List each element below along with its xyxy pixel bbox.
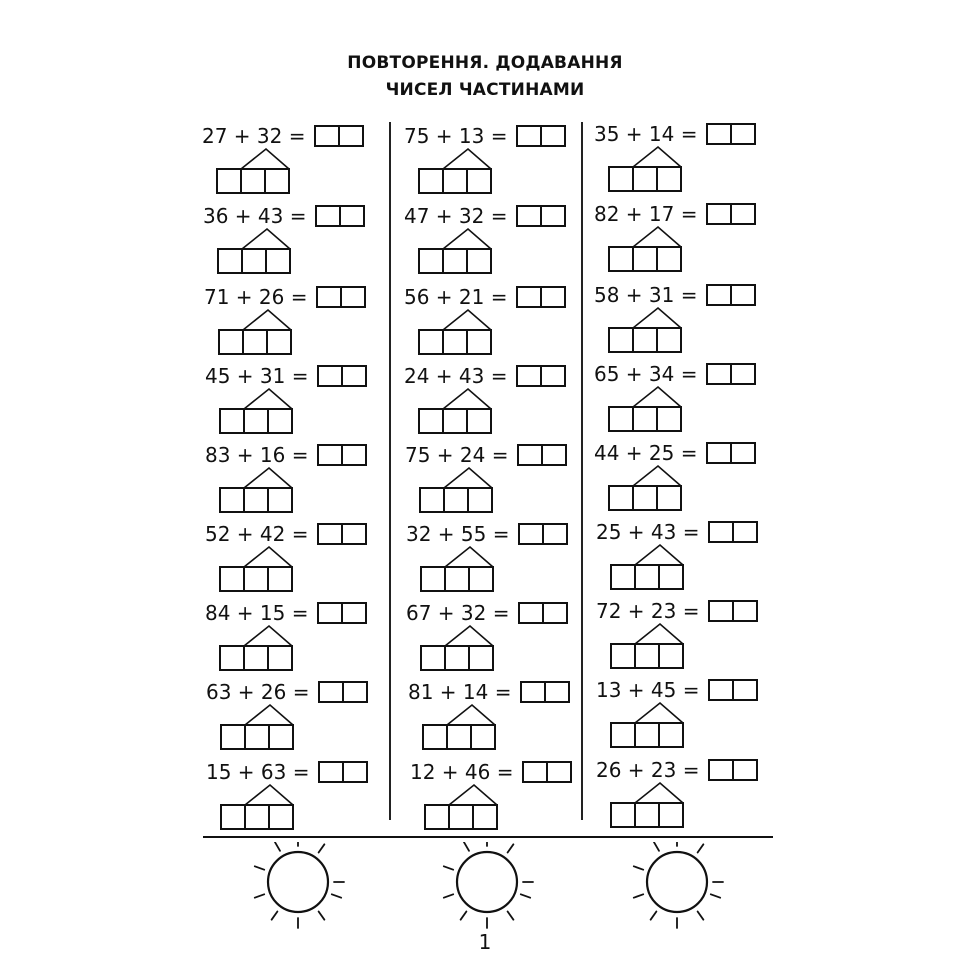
problem-expression: 67 + 32 =: [406, 601, 510, 625]
decomposition-cell[interactable]: [656, 327, 682, 353]
problem-expression: 75 + 13 =: [404, 124, 508, 148]
decomposition-boxes[interactable]: [418, 248, 490, 274]
addition-problem: [408, 680, 583, 752]
column-divider: [389, 122, 391, 820]
answer-box[interactable]: [522, 761, 572, 783]
problem-expression: 44 + 25 =: [594, 441, 698, 465]
decomposition-boxes[interactable]: [216, 168, 288, 194]
answer-box[interactable]: [517, 444, 567, 466]
decomposition-cell[interactable]: [219, 408, 245, 434]
answer-digit-cell[interactable]: [341, 525, 365, 543]
answer-box[interactable]: [706, 203, 756, 225]
answer-digit-cell[interactable]: [710, 523, 732, 541]
decomposition-cell[interactable]: [267, 487, 293, 513]
decomposition-cell[interactable]: [266, 329, 292, 355]
decomposition-cell[interactable]: [466, 408, 492, 434]
answer-box[interactable]: [706, 363, 756, 385]
addition-problem: [404, 124, 579, 196]
decomposition-boxes[interactable]: [219, 408, 291, 434]
answer-digit-cell[interactable]: [317, 207, 339, 225]
answer-digit-cell[interactable]: [519, 446, 541, 464]
decomposition-boxes[interactable]: [420, 566, 492, 592]
decomposition-cell[interactable]: [218, 329, 244, 355]
decomposition-boxes[interactable]: [219, 566, 291, 592]
decomposition-boxes[interactable]: [218, 329, 290, 355]
decomposition-cell[interactable]: [472, 804, 498, 830]
answer-digit-cell[interactable]: [730, 365, 754, 383]
decomposition-boxes[interactable]: [219, 487, 291, 513]
problem-expression: 13 + 45 =: [596, 678, 700, 702]
decomposition-cell[interactable]: [610, 722, 636, 748]
decomposition-cell[interactable]: [470, 724, 496, 750]
problem-expression: 83 + 16 =: [205, 443, 309, 467]
decomposition-cell[interactable]: [467, 487, 493, 513]
decomposition-cell[interactable]: [632, 327, 658, 353]
answer-box[interactable]: [318, 681, 368, 703]
answer-digit-cell[interactable]: [732, 681, 756, 699]
answer-box[interactable]: [315, 205, 365, 227]
decomposition-cell[interactable]: [424, 804, 450, 830]
addition-problem: [205, 364, 380, 436]
problem-expression: 24 + 43 =: [404, 364, 508, 388]
addition-problem: [596, 758, 771, 830]
decomposition-boxes[interactable]: [608, 406, 680, 432]
answer-box[interactable]: [706, 284, 756, 306]
addition-problem: [594, 202, 769, 274]
decomposition-cell[interactable]: [267, 408, 293, 434]
decomposition-boxes[interactable]: [610, 564, 682, 590]
answer-digit-cell[interactable]: [320, 683, 342, 701]
answer-box[interactable]: [317, 365, 367, 387]
answer-box[interactable]: [314, 125, 364, 147]
decomposition-cell[interactable]: [466, 329, 492, 355]
decomposition-cell[interactable]: [220, 724, 246, 750]
answer-digit-cell[interactable]: [732, 602, 756, 620]
decomposition-boxes[interactable]: [220, 724, 292, 750]
problem-expression: 71 + 26 =: [204, 285, 308, 309]
decomposition-cell[interactable]: [634, 802, 660, 828]
addition-problem: [203, 204, 378, 276]
addition-problem: [405, 443, 580, 515]
decomposition-boxes[interactable]: [220, 804, 292, 830]
decomposition-cell[interactable]: [268, 804, 294, 830]
problem-expression: 56 + 21 =: [404, 285, 508, 309]
answer-box[interactable]: [708, 759, 758, 781]
decomposition-cell[interactable]: [632, 485, 658, 511]
decomposition-cell[interactable]: [219, 645, 245, 671]
decomposition-cell[interactable]: [610, 802, 636, 828]
decomposition-cell[interactable]: [632, 246, 658, 272]
decomposition-cell[interactable]: [608, 485, 634, 511]
problem-expression: 58 + 31 =: [594, 283, 698, 307]
decomposition-cell[interactable]: [658, 722, 684, 748]
decomposition-cell[interactable]: [219, 566, 245, 592]
decomposition-cell[interactable]: [420, 566, 446, 592]
answer-digit-cell[interactable]: [710, 681, 732, 699]
decomposition-cell[interactable]: [658, 643, 684, 669]
decomposition-cell[interactable]: [418, 329, 444, 355]
problem-expression: 12 + 46 =: [410, 760, 514, 784]
addition-problem: [596, 599, 771, 671]
decomposition-cell[interactable]: [446, 724, 472, 750]
addition-problem: [406, 522, 581, 594]
decomposition-cell[interactable]: [419, 487, 445, 513]
sun-icon: [243, 842, 353, 932]
addition-problem: [202, 124, 377, 196]
decomposition-cell[interactable]: [444, 566, 470, 592]
decomposition-cell[interactable]: [656, 485, 682, 511]
decomposition-cell[interactable]: [656, 406, 682, 432]
answer-digit-cell[interactable]: [320, 763, 342, 781]
decomposition-boxes[interactable]: [420, 645, 492, 671]
decomposition-boxes[interactable]: [219, 645, 291, 671]
addition-problem: [205, 601, 380, 673]
answer-digit-cell[interactable]: [319, 604, 341, 622]
decomposition-cell[interactable]: [240, 168, 266, 194]
answer-digit-cell[interactable]: [522, 683, 544, 701]
problem-expression: 32 + 55 =: [406, 522, 510, 546]
addition-problem: [594, 122, 769, 194]
decomposition-cell[interactable]: [634, 643, 660, 669]
answer-digit-cell[interactable]: [732, 761, 756, 779]
decomposition-boxes[interactable]: [608, 246, 680, 272]
answer-digit-cell[interactable]: [540, 288, 564, 306]
decomposition-cell[interactable]: [610, 643, 636, 669]
decomposition-boxes[interactable]: [424, 804, 496, 830]
decomposition-cell[interactable]: [216, 168, 242, 194]
addition-problem: [404, 285, 579, 357]
decomposition-cell[interactable]: [443, 487, 469, 513]
decomposition-cell[interactable]: [658, 564, 684, 590]
addition-problem: [596, 520, 771, 592]
problem-expression: 84 + 15 =: [205, 601, 309, 625]
answer-digit-cell[interactable]: [341, 367, 365, 385]
answer-digit-cell[interactable]: [520, 525, 542, 543]
decomposition-boxes[interactable]: [610, 722, 682, 748]
answer-box[interactable]: [518, 602, 568, 624]
decomposition-cell[interactable]: [243, 408, 269, 434]
answer-digit-cell[interactable]: [540, 207, 564, 225]
problem-expression: 27 + 32 =: [202, 124, 306, 148]
answer-digit-cell[interactable]: [708, 205, 730, 223]
decomposition-cell[interactable]: [632, 166, 658, 192]
addition-problem: [404, 364, 579, 436]
decomposition-cell[interactable]: [243, 645, 269, 671]
answer-box[interactable]: [316, 286, 366, 308]
problem-expression: 72 + 23 =: [596, 599, 700, 623]
decomposition-boxes[interactable]: [608, 485, 680, 511]
problem-expression: 63 + 26 =: [206, 680, 310, 704]
decomposition-cell[interactable]: [418, 408, 444, 434]
addition-problem: [205, 443, 380, 515]
sun-icon: [432, 842, 542, 932]
problem-expression: 35 + 14 =: [594, 122, 698, 146]
decomposition-cell[interactable]: [442, 248, 468, 274]
addition-problem: [406, 601, 581, 673]
answer-digit-cell[interactable]: [546, 763, 570, 781]
decomposition-boxes[interactable]: [217, 248, 289, 274]
answer-digit-cell[interactable]: [708, 365, 730, 383]
answer-digit-cell[interactable]: [520, 604, 542, 622]
answer-digit-cell[interactable]: [338, 127, 362, 145]
answer-box[interactable]: [317, 602, 367, 624]
decomposition-cell[interactable]: [422, 724, 448, 750]
addition-problem: [410, 760, 585, 832]
answer-digit-cell[interactable]: [339, 207, 363, 225]
decomposition-cell[interactable]: [468, 645, 494, 671]
decomposition-cell[interactable]: [243, 487, 269, 513]
answer-box[interactable]: [516, 286, 566, 308]
answer-digit-cell[interactable]: [730, 444, 754, 462]
addition-problem: [596, 678, 771, 750]
answer-digit-cell[interactable]: [544, 683, 568, 701]
decomposition-cell[interactable]: [265, 248, 291, 274]
decomposition-cell[interactable]: [658, 802, 684, 828]
answer-box[interactable]: [516, 125, 566, 147]
answer-digit-cell[interactable]: [730, 125, 754, 143]
answer-digit-cell[interactable]: [319, 525, 341, 543]
answer-digit-cell[interactable]: [524, 763, 546, 781]
problem-expression: 82 + 17 =: [594, 202, 698, 226]
decomposition-boxes[interactable]: [418, 408, 490, 434]
answer-box[interactable]: [706, 123, 756, 145]
decomposition-boxes[interactable]: [610, 643, 682, 669]
answer-digit-cell[interactable]: [342, 683, 366, 701]
problem-expression: 65 + 34 =: [594, 362, 698, 386]
addition-problem: [594, 283, 769, 355]
decomposition-cell[interactable]: [244, 724, 270, 750]
decomposition-boxes[interactable]: [608, 166, 680, 192]
decomposition-cell[interactable]: [466, 248, 492, 274]
problem-expression: 15 + 63 =: [206, 760, 310, 784]
problem-expression: 81 + 14 =: [408, 680, 512, 704]
decomposition-boxes[interactable]: [418, 329, 490, 355]
decomposition-boxes[interactable]: [422, 724, 494, 750]
decomposition-cell[interactable]: [468, 566, 494, 592]
answer-box[interactable]: [708, 600, 758, 622]
answer-box[interactable]: [706, 442, 756, 464]
decomposition-cell[interactable]: [264, 168, 290, 194]
answer-digit-cell[interactable]: [518, 127, 540, 145]
answer-digit-cell[interactable]: [730, 205, 754, 223]
decomposition-cell[interactable]: [610, 564, 636, 590]
problem-expression: 75 + 24 =: [405, 443, 509, 467]
answer-digit-cell[interactable]: [542, 604, 566, 622]
sun-icon: [622, 842, 732, 932]
answer-digit-cell[interactable]: [342, 763, 366, 781]
decomposition-cell[interactable]: [220, 804, 246, 830]
decomposition-cell[interactable]: [267, 566, 293, 592]
answer-box[interactable]: [317, 444, 367, 466]
answer-digit-cell[interactable]: [541, 446, 565, 464]
answer-digit-cell[interactable]: [341, 604, 365, 622]
decomposition-cell[interactable]: [632, 406, 658, 432]
answer-digit-cell[interactable]: [518, 288, 540, 306]
answer-digit-cell[interactable]: [710, 761, 732, 779]
decomposition-cell[interactable]: [241, 248, 267, 274]
problem-expression: 47 + 32 =: [404, 204, 508, 228]
decomposition-boxes[interactable]: [608, 327, 680, 353]
decomposition-cell[interactable]: [442, 329, 468, 355]
answer-box[interactable]: [516, 365, 566, 387]
addition-problem: [205, 522, 380, 594]
problem-expression: 36 + 43 =: [203, 204, 307, 228]
answer-digit-cell[interactable]: [319, 446, 341, 464]
decomposition-boxes[interactable]: [419, 487, 491, 513]
decomposition-cell[interactable]: [243, 566, 269, 592]
decomposition-cell[interactable]: [656, 246, 682, 272]
decomposition-cell[interactable]: [442, 168, 468, 194]
decomposition-cell[interactable]: [466, 168, 492, 194]
addition-problem: [206, 680, 381, 752]
answer-box[interactable]: [516, 205, 566, 227]
answer-digit-cell[interactable]: [318, 288, 340, 306]
decomposition-cell[interactable]: [448, 804, 474, 830]
decomposition-boxes[interactable]: [610, 802, 682, 828]
addition-problem: [204, 285, 379, 357]
answer-digit-cell[interactable]: [540, 127, 564, 145]
decomposition-cell[interactable]: [242, 329, 268, 355]
decomposition-cell[interactable]: [442, 408, 468, 434]
decomposition-cell[interactable]: [219, 487, 245, 513]
decomposition-cell[interactable]: [634, 564, 660, 590]
problem-expression: 45 + 31 =: [205, 364, 309, 388]
decomposition-cell[interactable]: [634, 722, 660, 748]
answer-box[interactable]: [518, 523, 568, 545]
answer-digit-cell[interactable]: [730, 286, 754, 304]
answer-digit-cell[interactable]: [708, 444, 730, 462]
answer-digit-cell[interactable]: [708, 286, 730, 304]
problem-expression: 26 + 23 =: [596, 758, 700, 782]
answer-digit-cell[interactable]: [732, 523, 756, 541]
addition-problem: [206, 760, 381, 832]
answer-digit-cell[interactable]: [340, 288, 364, 306]
answer-digit-cell[interactable]: [518, 207, 540, 225]
answer-digit-cell[interactable]: [316, 127, 338, 145]
addition-problem: [594, 441, 769, 513]
answer-box[interactable]: [708, 679, 758, 701]
decomposition-cell[interactable]: [608, 406, 634, 432]
decomposition-cell[interactable]: [244, 804, 270, 830]
page-title-line-1: ПОВТОРЕННЯ. ДОДАВАННЯ: [347, 53, 623, 73]
page-title-line-2: ЧИСЕЛ ЧАСТИНАМИ: [385, 80, 585, 100]
addition-problem: [404, 204, 579, 276]
decomposition-cell[interactable]: [418, 168, 444, 194]
answer-box[interactable]: [317, 523, 367, 545]
decomposition-cell[interactable]: [608, 327, 634, 353]
answer-box[interactable]: [520, 681, 570, 703]
decomposition-cell[interactable]: [267, 645, 293, 671]
problem-expression: 25 + 43 =: [596, 520, 700, 544]
answer-digit-cell[interactable]: [540, 367, 564, 385]
answer-digit-cell[interactable]: [542, 525, 566, 543]
answer-box[interactable]: [708, 521, 758, 543]
decomposition-cell[interactable]: [608, 166, 634, 192]
answer-digit-cell[interactable]: [518, 367, 540, 385]
addition-problem: [594, 362, 769, 434]
bottom-rule: [203, 836, 773, 838]
decomposition-cell[interactable]: [608, 246, 634, 272]
decomposition-cell[interactable]: [444, 645, 470, 671]
problem-expression: 52 + 42 =: [205, 522, 309, 546]
decomposition-cell[interactable]: [418, 248, 444, 274]
decomposition-boxes[interactable]: [418, 168, 490, 194]
decomposition-cell[interactable]: [656, 166, 682, 192]
answer-digit-cell[interactable]: [319, 367, 341, 385]
decomposition-cell[interactable]: [217, 248, 243, 274]
answer-digit-cell[interactable]: [710, 602, 732, 620]
answer-digit-cell[interactable]: [708, 125, 730, 143]
decomposition-cell[interactable]: [268, 724, 294, 750]
answer-box[interactable]: [318, 761, 368, 783]
decomposition-cell[interactable]: [420, 645, 446, 671]
page-number: 1: [478, 930, 492, 954]
answer-digit-cell[interactable]: [341, 446, 365, 464]
